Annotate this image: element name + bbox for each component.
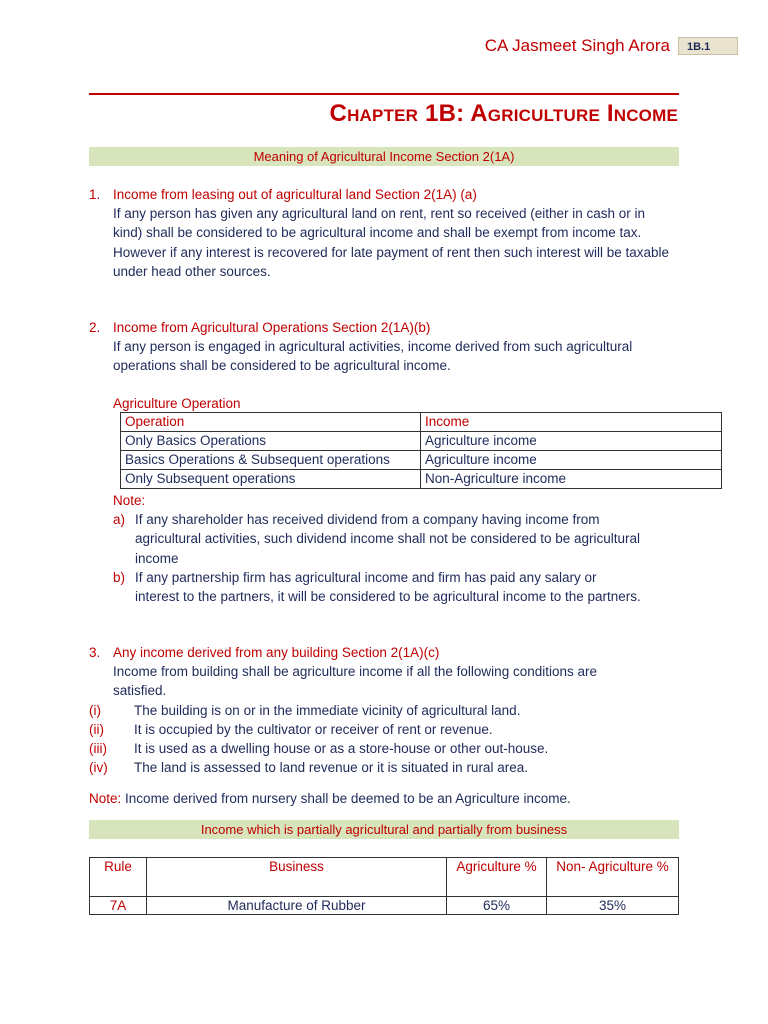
section-bar-partial: Income which is partially agricultural and partially from business — [89, 820, 679, 839]
table-cell: Agriculture income — [421, 432, 722, 451]
condition-label: (i) — [89, 702, 101, 718]
table-header-cell: Agriculture % — [447, 858, 547, 897]
item-3-heading: Any income derived from any building Section 2(1A)(c) — [113, 645, 440, 660]
condition-text: It is used as a dwelling house or as a store-house or other out-house. — [134, 741, 549, 757]
table-header-cell: Business — [147, 858, 447, 897]
header-divider — [89, 93, 679, 95]
table-cell: Non-Agriculture income — [421, 470, 722, 489]
item-2-para-1: If any person is engaged in agricultural activities, income derived from such agricultural operations shall be considered to be agricultural income. — [113, 339, 633, 374]
agri-operation-table — [120, 412, 722, 489]
item-2-number: 2. — [89, 320, 101, 335]
agri-operation-caption: Agriculture Operation — [113, 396, 241, 411]
table-row — [121, 451, 722, 470]
item-1 — [89, 185, 689, 281]
table-header-row — [121, 413, 722, 432]
table-row — [90, 897, 679, 915]
list-item — [113, 568, 643, 606]
list-item — [89, 701, 689, 720]
table-row — [121, 432, 722, 451]
page-number-tag: 1B.1 — [678, 37, 738, 55]
table-cell: Basics Operations & Subsequent operations — [121, 451, 421, 470]
item-2 — [89, 318, 689, 376]
nursery-note-label: Note: — [89, 791, 122, 806]
nursery-note — [89, 789, 689, 808]
item-1-para-2: However if any interest is recovered for late payment of rent then such interest will be taxable under head other sources. — [113, 244, 670, 279]
nursery-note-text: Income derived from nursery shall be deemed to be an Agriculture income. — [125, 791, 571, 806]
note-text-a: If any shareholder has received dividend from a company having income from agricultural activities, such dividend income shall not be considered to be agricultural income — [135, 512, 641, 566]
business-split-table — [89, 857, 679, 915]
list-item — [89, 720, 689, 739]
item-1-heading: Income from leasing out of agricultural land Section 2(1A) (a) — [113, 187, 477, 202]
table-header-cell: Rule — [90, 858, 147, 897]
table-header-cell: Operation — [121, 413, 421, 432]
item-3-para-1: Income from building shall be agriculture income if all the following conditions are satisfied. — [113, 664, 598, 699]
chapter-title: Chapter 1B: Agriculture Income — [329, 100, 678, 127]
note-text-b: If any partnership firm has agricultural income and firm has paid any salary or interest to the partners, it will be considered to be agricultural income to the partners. — [135, 569, 641, 605]
list-item — [113, 510, 643, 568]
table-row — [121, 470, 722, 489]
note-label-a: a) — [113, 512, 126, 528]
item-1-number: 1. — [89, 187, 101, 202]
table-cell: Manufacture of Rubber — [147, 897, 447, 915]
table-header-cell: Non- Agriculture % — [547, 858, 679, 897]
condition-label: (ii) — [89, 721, 104, 737]
item-1-para-1: If any person has given any agricultural land on rent, rent so received (either in cash or in kind) shall be considered to be agricultural income and shall be exempt from income tax. — [113, 206, 646, 241]
condition-text: The building is on or in the immediate vicinity of agricultural land. — [134, 702, 521, 718]
note-label: Note: — [113, 493, 146, 508]
condition-label: (iii) — [89, 741, 107, 757]
condition-label: (iv) — [89, 760, 108, 776]
list-item — [89, 758, 689, 777]
author-name: CA Jasmeet Singh Arora — [484, 36, 670, 55]
item-3-number: 3. — [89, 645, 101, 660]
item-2-heading: Income from Agricultural Operations Section 2(1A)(b) — [113, 320, 431, 335]
table-cell: 65% — [447, 897, 547, 915]
note-label-b: b) — [113, 569, 126, 585]
section-bar-meaning: Meaning of Agricultural Income Section 2(1A) — [89, 147, 679, 166]
list-item — [89, 739, 689, 758]
condition-text: The land is assessed to land revenue or it is situated in rural area. — [134, 760, 528, 776]
table-cell: Only Basics Operations — [121, 432, 421, 451]
table-header-row — [90, 858, 679, 897]
table-header-cell: Income — [421, 413, 722, 432]
condition-text: It is occupied by the cultivator or receiver of rent or revenue. — [134, 721, 493, 737]
table-cell: 35% — [547, 897, 679, 915]
table-cell: Only Subsequent operations — [121, 470, 421, 489]
table-cell: Agriculture income — [421, 451, 722, 470]
table-cell: 7A — [90, 897, 147, 915]
item-3 — [89, 643, 689, 777]
item-2-notes — [113, 491, 643, 606]
